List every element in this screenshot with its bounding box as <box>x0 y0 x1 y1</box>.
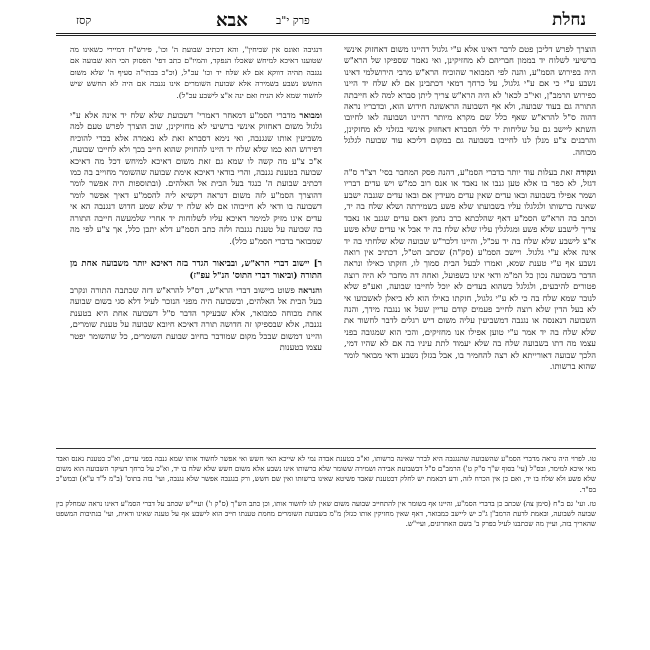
header-chapter: פרק י"ב <box>276 14 310 27</box>
paragraph: דנגיבה ואונס אין שכיחין", והא דכתיב שבועת ה' וכו', פירש"ח דמיירי כשאינו מה שטוענו דאיכא למיחש שאכלו הנפקד, והמיו"ם כתב דפי' הפסוק הכי הוא שבועה אם נגנבה תהיה דווקא אם לא שלח יד וכו' עכ"ל, (וכ"כ בבתי"ה סעיף ה' שלא משום החשש נשבע בשמירה אלא שבועת השומרים אינו נגנבה אם היה לא החשש שיש לחשוד שמא לא הניח ואם ינה א"צ לישבע עכ"ל). <box>70 45 322 100</box>
footnote-rule <box>56 448 596 449</box>
footnote: טז. ועי' גם ב"ח (סימן צה) שכתב כן בדברי הסמ"ע, והיינו אף בשומר אין להתחייב שבועה משום שאין לנו לחשוד אותו, וכן כתב הש"ך (ס"ק ו') ועיי"ש שכתב על דברי הסמ"ע דאינו נראה שמחלק בין שבועה לשבועה, ובאמת לדעת הרמב"ן ג"כ יש ליישב כמבואר, דאף שאין מחזיקין אותו כגזלן מ"מ בשבועת השומרים מחמת טענתו חייב הוא לישבע אף על טענה שאינו ודאית, ועי' בנתיבות המשפט שהאריך בזה, ועיין מה שכתבנו לעיל בפרק ב' בשם האחרונים, ועיי"ש. <box>56 498 596 529</box>
footnote: טו. לפרוי היה נראה מדברי הסמ"ע שהשבועה שהנגנבה היא לברר שאינה ברשותו, וא"כ בטענת אבדה נמי לא שייכא האי חשש ואי אפשר לחשוד אותו שמא גנבה בפני עדים, וא"כ בטענת נאנס ואבד מאי איכא למימר, ובס"ל (עי' בסוף ש"ך ס"ק ט') הרמב"ם ס"ל דבשבועת אבידה ושמירה ששומר שלא ברשותו אינו נשבע אלא משום חשש שלא שלח בו יד, וא"כ על כרחך דעיקר השבועה הוא משום שלא פשע ולא שלח בו יד, ואם כן אין הכרח לזה, ודע דבאמת יש לחלק דבטענת שאבד פשיטא שאינו ברשותו ואין שם חשש, ורק בנגנבה אפשר שלא נגנבה, ועי' בזה בתוס' (ב"מ ל"ד ע"א) ובמש"כ בס"ד. <box>56 454 596 494</box>
right-column <box>344 44 596 446</box>
left-column <box>70 44 322 446</box>
running-header <box>56 10 596 32</box>
section-heading: ר] יישוב דברי הרא"ש, ובביאור הגדר בזה דאיכא יותר משבועה אחת מן התורה (וביאור דברי התוס' הנ"ל עפ"ז) <box>70 258 322 281</box>
paragraph: הוצרך לפרש דליכן פטם לרבר דאינו אלא ע"י גלגול דהיינו משום דאחזוק אינשי ברשיעי לשלוח יד בממון חבריהם לא מחזיקינן, ואי נאמר שספיקו של הרא"ש היה בפירוש הסמ"ע, והנה לפי המבואר שהוכיח הרא"ש מרבי הירושלמי דאינו נשבע ע"י כי אם ע"י גלגול, על כרחך דמאי דכתבינן אם לא שלח יד היינו כפירוש הרמב"ן, ואי"כ לכאו' לא היה הרא"ש צריך ליתן סברא למה לא חייבתה התורה גם בעוד שבועה, ולא אף השבועה הראשונה חידוש הוא, ובדבריו נראה דהוה ס"ל להרא"ש שאף כלל שם מקרא מיותר דהיינו ושבועה לאו לחיובו השתא ליישב גם על שליחות יד ללי הסברא דאחזוק אינשי בגזלני לא מחזקינן, והרבנים צ"ע מנלן לנו לחייבו בשבועה גם במקום דליכא עוד שבועה לגלגל מכוחה. <box>344 44 596 157</box>
footnotes <box>56 454 596 644</box>
header-topic: אבא <box>216 10 248 31</box>
lead-word: והנראה <box>298 284 322 295</box>
paragraph-text: זאת בעלות עוד יותר בדברי הסמ"ע, דהנה פסק המחבר בסי' רצ"ד ס"ה דגזל, לא כפר בו אלא טען גנבו או נאבד או אנס רוב כמ"ש ויש עדים דבריו ושמר אפילו בשבועה ובאו עדים שאין עדים מעידין אם ובאו עדים שגנבה ישבע שאינה ברשותו ולגלגלו עליו בשבועתו שלא פשע בשמירתה ושלא שלח בה יד, וכתב בה הרא"ש הסמ"ע דאף שהלכתא כרב נחמן דאם עדים שגנב או נאבד צריך לישבע שלא פשע ומגלגלין עליו שלא שלח בה יד אבל אי עדים שלא פשע א"צ לישבע שלא שלח בה יד עכ"ל, והיינו דלכר"ש שבועה שלא שלחתי בה יד אינה אלא ע"י גלגול. ויישב הסמ"ע (סק"ה) שכתב הט"ל, דכתיב אין רואה נשבע אף ע"י טענת שמא, ואמרו לבעל הבית סמוך לו, חזקתו כאילו ונראה הדבר בשבועה נכון כל המ"מ ודאי אינו כשפועל, ואחה דה מחבר לא היה רוצה פטורים להיבעים, ולגלגל כשהוא בעדים לא יוכל לחייבו שבועה, ואע"פ שלא לנובר שמא שלח בה כי לא ע"י גלגול, חזקתו כאילו הוא לא ביאלן לאשבועו אי לא בעל הדין שלא רוצה לחייב פעמים קודם עדיין שעל או ננגבה מידך, והנה השבועה דנאנסה או נגנבה דמשביעין עליה משום דיש רגלים לדבר לחשוד את שלא שלח בה יד אמר ע"י טוען אפילו אנו מחזיקים, והכי הוא שמגובה בפני עצמו מה דתו בשבועה שלח בה שלא יעמוד לתת עיניו בה אם לא שהיו דמי, הלכך שבועה דאורייתא לא רצה להחמיר בו, אבל בגזלן נשבע ודאי מבואר לומר שהוא ברשותו. <box>344 167 596 371</box>
header-rule <box>56 33 596 34</box>
lead-word: ונקודה <box>575 167 596 178</box>
paragraph <box>70 285 322 353</box>
header-page-number: קסז <box>76 14 92 27</box>
header-rule-double <box>56 35 596 36</box>
lead-word: ומבואר <box>299 110 322 121</box>
header-book-title: נחלת <box>552 10 586 30</box>
paragraph-text: מדברי הסמ"ע דמאחר דאמרי' דשבועת שלא שלח יד אינה אלא ע"י גלגול משום דאחזוק אינשי ברשיעי לא מחזיקינן, שוב הוצרך לפרש טעם למה משביעין אותו שנגנבה, ואי נימא דסברא זאת לא נאמרה אלא בכדי להוכיח דפירוש הוא כמו שלא שלח יד היינו להחזיק שהוא חייב בכך ולא לחייבו שבועה, א"כ צ"ע מה קשה לו שמא גם זאת משום דאיכא למיחש דכל מה דאיכא שבועה בטענת נגנבה, והרי בודאי דאיכא אימת שבועה שהשומר מחוייב בה כמו דכתיב שבועת ה' כנגד בעל הבית אל האלהים. (ובתוספות היה אפשר לומר דהוצרך הסמ"ע לזה משום דנראה דקשיא ליה להסמ"ע דאיך אפשר לומר דשבועה בו ודאי לא חייבוהו אם לא שלח יד שלא שמע חדוש דנגנבה הא אי עדים אינו מזיק למימר דאיכא עליו לשלוחות יד אחרי שלמעשה חייבה התורה בה שבועה על טענת נגנבה ולזה כתב הסמ"ע דלא יתכן כלל, אך צ"ע לפי מה שמבואר בדברי הסמ"ע כלל). <box>70 110 322 246</box>
paragraph <box>344 167 596 372</box>
paragraph-text: פשוט ביישוב דברי הרא"ש, דס"ל להרא"ש דזה שכתבה התורה ונקרב בעל הבית אל האלהים, ובשבועה היה מפני הנזכר לעיל דלא סגי בשום שבועה אחת מכוחה כמבואר, אלא שבעיקר הדבר ס"ל דשבועה אחת היא בטענת נגנבה, אלא שבספיקו זה חדושה תורה דאיכא חיובא שבועה על טענת שומרים, והיינו דמשום שבכל מקום שמודבר בחיוב שבועת השומרים, כל שהשומר יפטר עצמו בטענות <box>70 284 322 352</box>
paragraph <box>70 110 322 247</box>
